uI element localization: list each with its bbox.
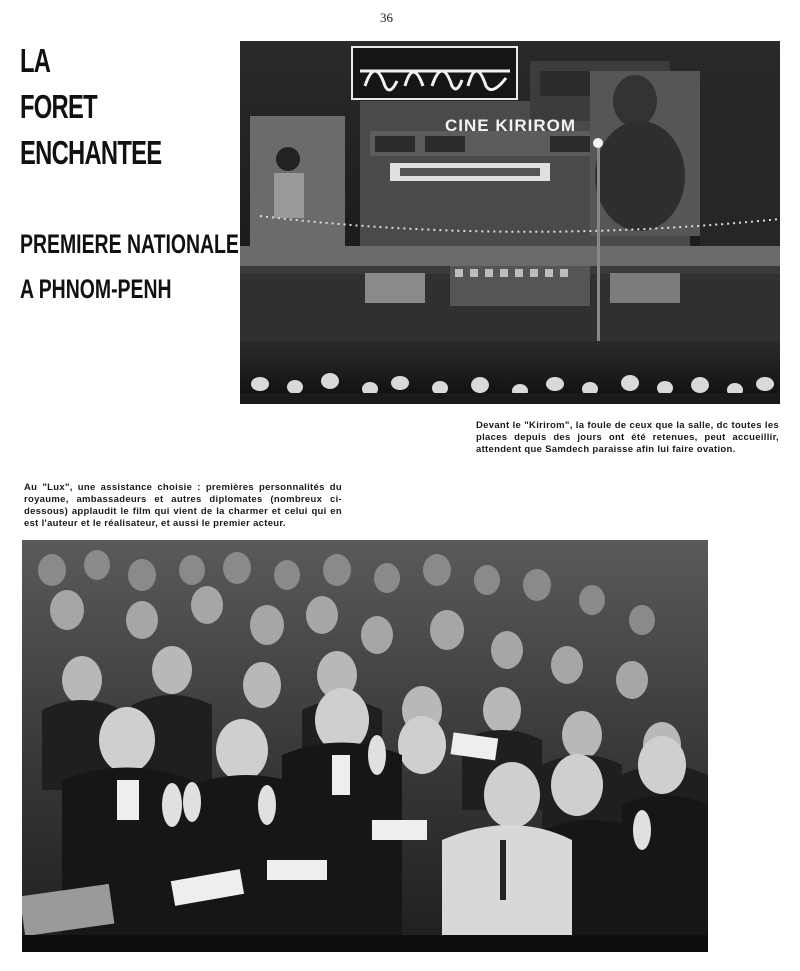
cinema-caption: Devant le "Kirirom", la foule de ceux que la salle, dc toutes les places depuis des jours ont été retenues, peut accueillir, attendent que Samdech paraisse afin lui faire ovation. (476, 419, 779, 455)
audience-illustration (22, 540, 708, 952)
cinema-facade-photo (240, 41, 780, 404)
page-number: 36 (380, 10, 393, 25)
title-line-1: LA (20, 42, 51, 79)
audience-caption: Au "Lux", une assistance choisie : premières personnalités du royaume, ambassadeurs et autres diplomates (nombreux ci-dessous) applaudit le film qui vient de la charmer et celui qui en est l'auteur et le réalisateur, et aussi le premier acteur. (24, 481, 342, 529)
cinema-sign: CINE KIRIROM (445, 116, 576, 135)
title-line-2: FORET (20, 88, 97, 125)
article-subtitle (20, 222, 239, 312)
article-title (20, 38, 171, 176)
audience-photo (22, 540, 708, 952)
cinema-facade-illustration (240, 41, 780, 404)
title-line-3: ENCHANTEE (20, 134, 162, 171)
subtitle-line-2: A PHNOM-PENH (20, 274, 172, 304)
subtitle-line-1: PREMIERE NATIONALE (20, 229, 239, 259)
